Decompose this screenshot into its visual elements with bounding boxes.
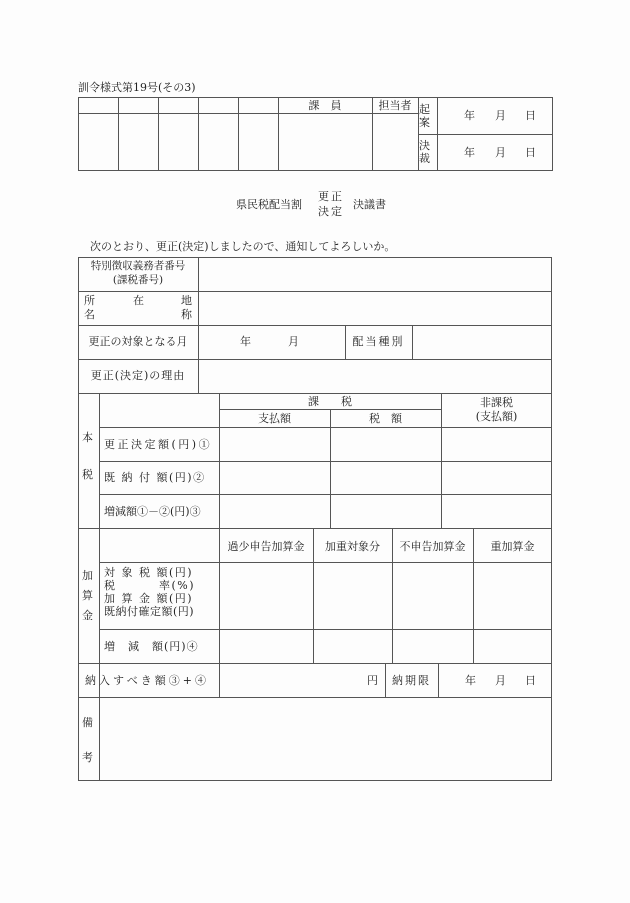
change-nontaxable-field[interactable] (442, 495, 551, 527)
change-tax-field[interactable] (331, 495, 440, 527)
person-in-charge-label: 担当者 (378, 99, 412, 112)
reason-label: 更正(決定)の理由 (90, 369, 186, 382)
remarks-label-2: 考 (82, 751, 93, 764)
nontaxable-header: 非課税 (480, 396, 513, 409)
row-label-change-amount: 増減額①－②(円)③ (104, 505, 201, 518)
section-staff-stamp[interactable] (279, 114, 371, 170)
approval-stamp-2[interactable] (119, 114, 157, 170)
row-label-rate: 税 率(%) (104, 579, 196, 592)
surcharge-label-2: 算 (82, 589, 93, 602)
remarks-label-1: 備 (82, 716, 93, 729)
target-month-label: 更正の対象となる月 (88, 335, 188, 348)
approval-stamp-4[interactable] (199, 114, 237, 170)
decided-label: 決裁 (419, 139, 430, 165)
aggravated-detail-field[interactable] (314, 563, 391, 628)
dividend-type-field[interactable] (413, 326, 551, 358)
person-in-charge-stamp[interactable] (373, 114, 417, 170)
reason-field[interactable] (199, 360, 551, 392)
tax-amount-header: 税 額 (369, 412, 402, 425)
paid-payment-field[interactable] (220, 462, 329, 493)
heavy-change-field[interactable] (474, 630, 551, 662)
remarks-field[interactable] (100, 698, 551, 779)
row-label-corrected-amount: 更正決定額(円)① (104, 438, 213, 451)
nonfiling-detail-field[interactable] (393, 563, 472, 628)
payable-amount-field[interactable] (220, 664, 384, 696)
surcharge-label-1: 加 (82, 569, 93, 582)
main-tax-label-2: 税 (82, 468, 93, 481)
yen-unit: 円 (367, 674, 378, 687)
approval-stamp-5[interactable] (239, 114, 277, 170)
approval-stamp-1[interactable] (79, 114, 117, 170)
row-label-confirmed-paid: 既納付確定額(円) (104, 605, 195, 618)
address-name-field[interactable] (199, 292, 551, 324)
taxable-header: 課 税 (308, 395, 352, 408)
approval-stamp-3[interactable] (159, 114, 197, 170)
obligor-number-field[interactable] (199, 258, 551, 290)
underreport-change-field[interactable] (220, 630, 312, 662)
paid-tax-field[interactable] (331, 462, 440, 493)
payment-header: 支払額 (258, 412, 291, 425)
paid-nontaxable-field[interactable] (442, 462, 551, 493)
title-option-correction: 更正 (318, 190, 344, 203)
obligor-number-label: 特別徴収義務者番号 (90, 260, 186, 272)
row-label-change-4: 増 減 額(円)④ (104, 640, 199, 653)
underreport-detail-field[interactable] (220, 563, 312, 628)
heavy-detail-field[interactable] (474, 563, 551, 628)
row-label-target-tax: 対 象 税 額(円) (104, 566, 194, 579)
form-number: 訓令様式第19号(その3) (78, 81, 196, 94)
col-nonfiling-surcharge: 不申告加算金 (399, 540, 466, 553)
surcharge-label-3: 金 (82, 609, 93, 622)
col-heavy-surcharge: 重加算金 (490, 540, 535, 553)
section-staff-label: 課 員 (308, 99, 342, 112)
deadline-label: 納期限 (392, 674, 431, 687)
corrected-nontaxable-field[interactable] (442, 428, 551, 460)
dividend-type-label: 配当種別 (352, 335, 405, 348)
change-payment-field[interactable] (220, 495, 329, 527)
col-underreport-surcharge: 過少申告加算金 (227, 540, 305, 553)
row-label-paid-amount: 既 納 付 額(円)② (104, 471, 206, 484)
payable-label: 納入すべき額③+④ (85, 674, 209, 687)
corrected-payment-field[interactable] (220, 428, 329, 460)
nonfiling-change-field[interactable] (393, 630, 472, 662)
corrected-tax-field[interactable] (331, 428, 440, 460)
title-option-decision: 決定 (318, 205, 344, 218)
drafted-label: 起案 (419, 103, 430, 129)
intro-text: 次のとおり、更正(決定)しましたので、通知してよろしいか。 (90, 240, 396, 253)
main-tax-label-1: 本 (82, 431, 93, 444)
row-label-surcharge-amount: 加 算 金 額(円) (104, 592, 194, 605)
aggravated-change-field[interactable] (314, 630, 391, 662)
col-aggravated-portion: 加重対象分 (325, 540, 380, 553)
